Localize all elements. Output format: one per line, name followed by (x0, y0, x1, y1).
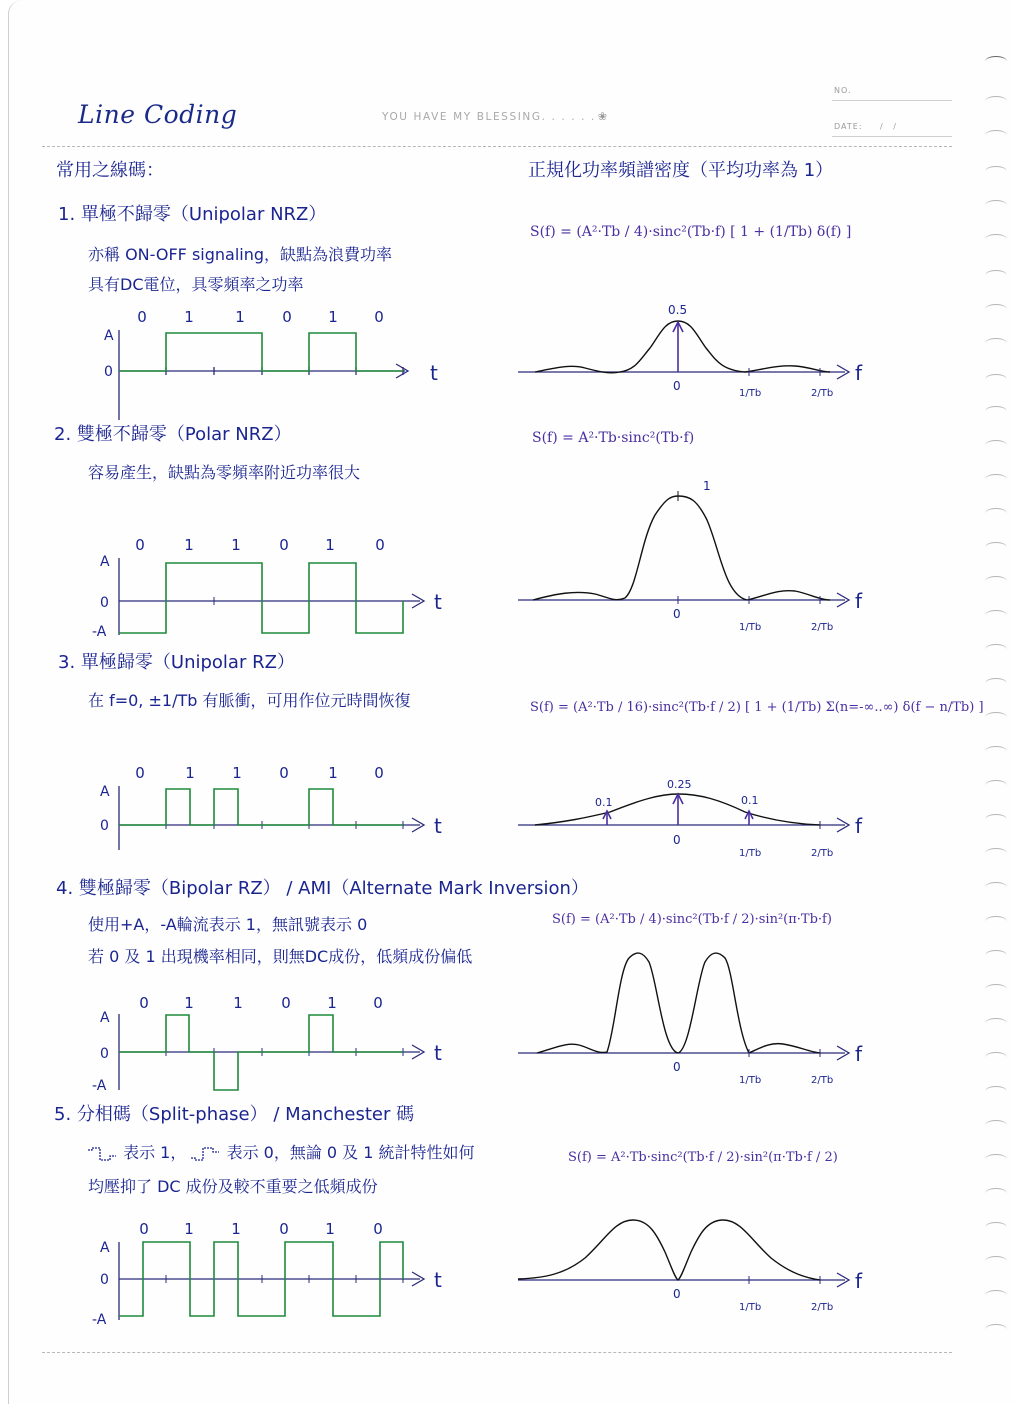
svg-text:A: A (104, 328, 114, 344)
svg-text:1: 1 (235, 308, 245, 326)
svg-text:0: 0 (673, 607, 681, 621)
svg-text:0: 0 (281, 994, 291, 1012)
svg-text:1: 1 (325, 1220, 335, 1238)
svg-text:0: 0 (100, 595, 109, 611)
svg-text:1/Tb: 1/Tb (739, 1075, 762, 1086)
svg-text:0: 0 (373, 1220, 383, 1238)
ring-icon (985, 1086, 1007, 1097)
svg-text:0: 0 (673, 1060, 681, 1074)
psd-formula: S(f) = A²·Tb·sinc²(Tb·f) (532, 430, 695, 446)
ring-icon (985, 1222, 1007, 1233)
ring-icon (985, 56, 1007, 67)
psd-formula: S(f) = (A²·Tb / 16)·sinc²(Tb·f / 2) [ 1 + (1/Tb) Σ(n=-∞..∞) δ(f − n/Tb) ] (530, 700, 984, 715)
no-field[interactable] (832, 100, 952, 101)
ring-icon (985, 406, 1007, 417)
ring-icon (985, 644, 1007, 655)
ring-icon (985, 678, 1007, 689)
section-title: 2. 雙極不歸零（Polar NRZ） (54, 424, 292, 445)
ring-icon (985, 338, 1007, 349)
psd-formula: S(f) = A²·Tb·sinc²(Tb·f / 2)·sin²(π·Tb·f / 2) (568, 1150, 838, 1165)
svg-text:0: 0 (673, 379, 681, 393)
svg-text:A: A (100, 1010, 110, 1026)
waveform-plot (90, 760, 470, 855)
waveform-plot (90, 300, 470, 420)
bit-labels (139, 1220, 383, 1238)
svg-text:1: 1 (328, 764, 338, 782)
svg-text:f: f (855, 814, 863, 838)
right-heading: 正規化功率頻譜密度（平均功率為 1） (528, 160, 834, 181)
svg-text:A: A (100, 784, 110, 800)
ring-icon (985, 848, 1007, 859)
ring-icon (985, 780, 1007, 791)
no-label: NO. (834, 86, 852, 95)
note-text: 表示 0，無論 0 及 1 統計特性如何 (226, 1143, 475, 1162)
waveform-plot (90, 990, 470, 1095)
ring-icon (985, 814, 1007, 825)
ring-icon (985, 916, 1007, 927)
svg-text:1/Tb: 1/Tb (739, 388, 762, 399)
svg-text:2/Tb: 2/Tb (811, 622, 834, 633)
ring-icon (985, 576, 1007, 587)
svg-text:0: 0 (373, 994, 383, 1012)
tagline-text: YOU HAVE MY BLESSING. . . . . . (382, 111, 596, 123)
svg-text:0: 0 (279, 764, 289, 782)
bit-labels (135, 536, 385, 554)
svg-text:f: f (855, 589, 863, 613)
svg-text:1: 1 (327, 994, 337, 1012)
svg-text:t: t (434, 1268, 442, 1292)
manchester-zero-symbol-icon (191, 1146, 221, 1162)
psd-plot (515, 940, 875, 1090)
svg-text:-A: -A (92, 624, 107, 640)
svg-text:1: 1 (703, 479, 711, 493)
psd-formula: S(f) = (A²·Tb / 4)·sinc²(Tb·f) [ 1 + (1/Tb) δ(f) ] (530, 224, 852, 240)
ring-icon (985, 1154, 1007, 1165)
date-field[interactable] (832, 136, 952, 137)
tagline (382, 110, 609, 123)
svg-text:f: f (855, 1042, 863, 1066)
svg-text:1: 1 (328, 308, 338, 326)
ring-icon (985, 234, 1007, 245)
svg-text:1: 1 (185, 764, 195, 782)
svg-text:0: 0 (104, 364, 113, 380)
ring-icon (985, 440, 1007, 451)
bit-labels (135, 764, 384, 782)
bit-labels (137, 308, 384, 326)
svg-text:0: 0 (100, 818, 109, 834)
svg-text:1/Tb: 1/Tb (739, 1302, 762, 1313)
svg-text:1/Tb: 1/Tb (739, 848, 762, 859)
svg-text:1: 1 (231, 1220, 241, 1238)
ring-icon (985, 984, 1007, 995)
svg-text:0: 0 (374, 764, 384, 782)
svg-text:t: t (430, 361, 438, 385)
ring-icon (985, 374, 1007, 385)
psd-plot (515, 1200, 875, 1325)
svg-text:0: 0 (374, 308, 384, 326)
svg-text:t: t (434, 1041, 442, 1065)
section-title: 1. 單極不歸零（Unipolar NRZ） (58, 204, 327, 225)
svg-text:0: 0 (673, 1287, 681, 1301)
header-rule (42, 146, 952, 147)
ring-icon (985, 1324, 1007, 1335)
ring-icon (985, 746, 1007, 757)
ring-icon (985, 270, 1007, 281)
ring-icon (985, 166, 1007, 177)
section-note: 具有DC電位，具零頻率之功率 (88, 275, 304, 294)
manchester-one-symbol-icon (88, 1146, 118, 1162)
svg-text:2/Tb: 2/Tb (811, 1075, 834, 1086)
ring-icon (985, 1052, 1007, 1063)
ring-icon (985, 542, 1007, 553)
ring-icon (985, 882, 1007, 893)
bit-labels (139, 994, 383, 1012)
section-note: 若 0 及 1 出現機率相同，則無DC成份，低頻成份偏低 (88, 947, 473, 966)
left-heading: 常用之線碼： (56, 160, 164, 181)
svg-text:0: 0 (673, 833, 681, 847)
ring-icon (985, 130, 1007, 141)
svg-text:2/Tb: 2/Tb (811, 388, 834, 399)
ring-icon (985, 1120, 1007, 1131)
waveform-plot (90, 1212, 470, 1327)
svg-text:0: 0 (282, 308, 292, 326)
section-note: 均壓抑了 DC 成份及較不重要之低頻成份 (88, 1177, 378, 1196)
section-note: 容易產生，缺點為零頻率附近功率很大 (88, 463, 361, 482)
svg-text:0: 0 (279, 1220, 289, 1238)
svg-text:0: 0 (375, 536, 385, 554)
svg-text:1: 1 (184, 536, 194, 554)
date-label: DATE: (834, 122, 863, 131)
psd-formula: S(f) = (A²·Tb / 4)·sinc²(Tb·f / 2)·sin²(π·Tb·f) (552, 912, 832, 927)
waveform-plot (90, 530, 470, 645)
svg-text:0: 0 (139, 1220, 149, 1238)
ring-icon (985, 712, 1007, 723)
section-title: 5. 分相碼（Split-phase） / Manchester 碼 (54, 1104, 415, 1125)
svg-text:t: t (434, 814, 442, 838)
ring-icon (985, 508, 1007, 519)
svg-text:1: 1 (184, 1220, 194, 1238)
svg-text:1: 1 (184, 308, 194, 326)
svg-text:-A: -A (92, 1312, 107, 1327)
svg-text:0: 0 (137, 308, 147, 326)
svg-text:1: 1 (232, 764, 242, 782)
svg-text:0: 0 (100, 1272, 109, 1288)
svg-text:1: 1 (325, 536, 335, 554)
ring-icon (985, 96, 1007, 107)
svg-text:0: 0 (100, 1046, 109, 1062)
svg-text:0.1: 0.1 (741, 794, 759, 807)
psd-plot (515, 470, 875, 635)
date-slashes: / / (880, 122, 900, 131)
svg-text:f: f (855, 361, 863, 385)
ring-icon (985, 304, 1007, 315)
svg-text:A: A (100, 1240, 110, 1256)
section-note: 使用+A，-A輪流表示 1，無訊號表示 0 (88, 915, 368, 934)
svg-text:0: 0 (135, 764, 145, 782)
section-note (88, 1140, 475, 1163)
section-note: 在 f=0, ±1/Tb 有脈衝，可用作位元時間恢復 (88, 691, 411, 710)
paw-icon: ❀ (597, 110, 609, 123)
ring-icon (985, 1188, 1007, 1199)
ring-icon (985, 1256, 1007, 1267)
svg-text:1: 1 (233, 994, 243, 1012)
ring-icon (985, 1018, 1007, 1029)
svg-text:1/Tb: 1/Tb (739, 622, 762, 633)
ring-icon (985, 474, 1007, 485)
svg-text:2/Tb: 2/Tb (811, 848, 834, 859)
svg-text:1: 1 (184, 994, 194, 1012)
ring-icon (985, 1290, 1007, 1301)
section-title: 4. 雙極歸零（Bipolar RZ） / AMI（Alternate Mark Inversion） (56, 878, 589, 899)
svg-text:f: f (855, 1269, 863, 1293)
svg-text:t: t (434, 590, 442, 614)
svg-text:1: 1 (231, 536, 241, 554)
svg-text:0: 0 (135, 536, 145, 554)
svg-text:0.25: 0.25 (667, 778, 692, 791)
footer-rule (42, 1352, 952, 1353)
section-title: 3. 單極歸零（Unipolar RZ） (58, 652, 295, 673)
svg-text:0: 0 (279, 536, 289, 554)
psd-plot (515, 300, 875, 410)
svg-text:-A: -A (92, 1078, 107, 1094)
section-note: 亦稱 ON-OFF signaling，缺點為浪費功率 (88, 245, 393, 264)
svg-text:0: 0 (139, 994, 149, 1012)
ring-icon (985, 200, 1007, 211)
svg-text:0.5: 0.5 (668, 303, 688, 317)
svg-text:A: A (100, 554, 110, 570)
ring-icon (985, 610, 1007, 621)
svg-text:2/Tb: 2/Tb (811, 1302, 834, 1313)
note-text: 表示 1， (123, 1143, 187, 1162)
ring-icon (985, 950, 1007, 961)
psd-plot (515, 770, 875, 870)
page-title: Line Coding (78, 100, 238, 129)
svg-text:0.1: 0.1 (595, 796, 613, 809)
